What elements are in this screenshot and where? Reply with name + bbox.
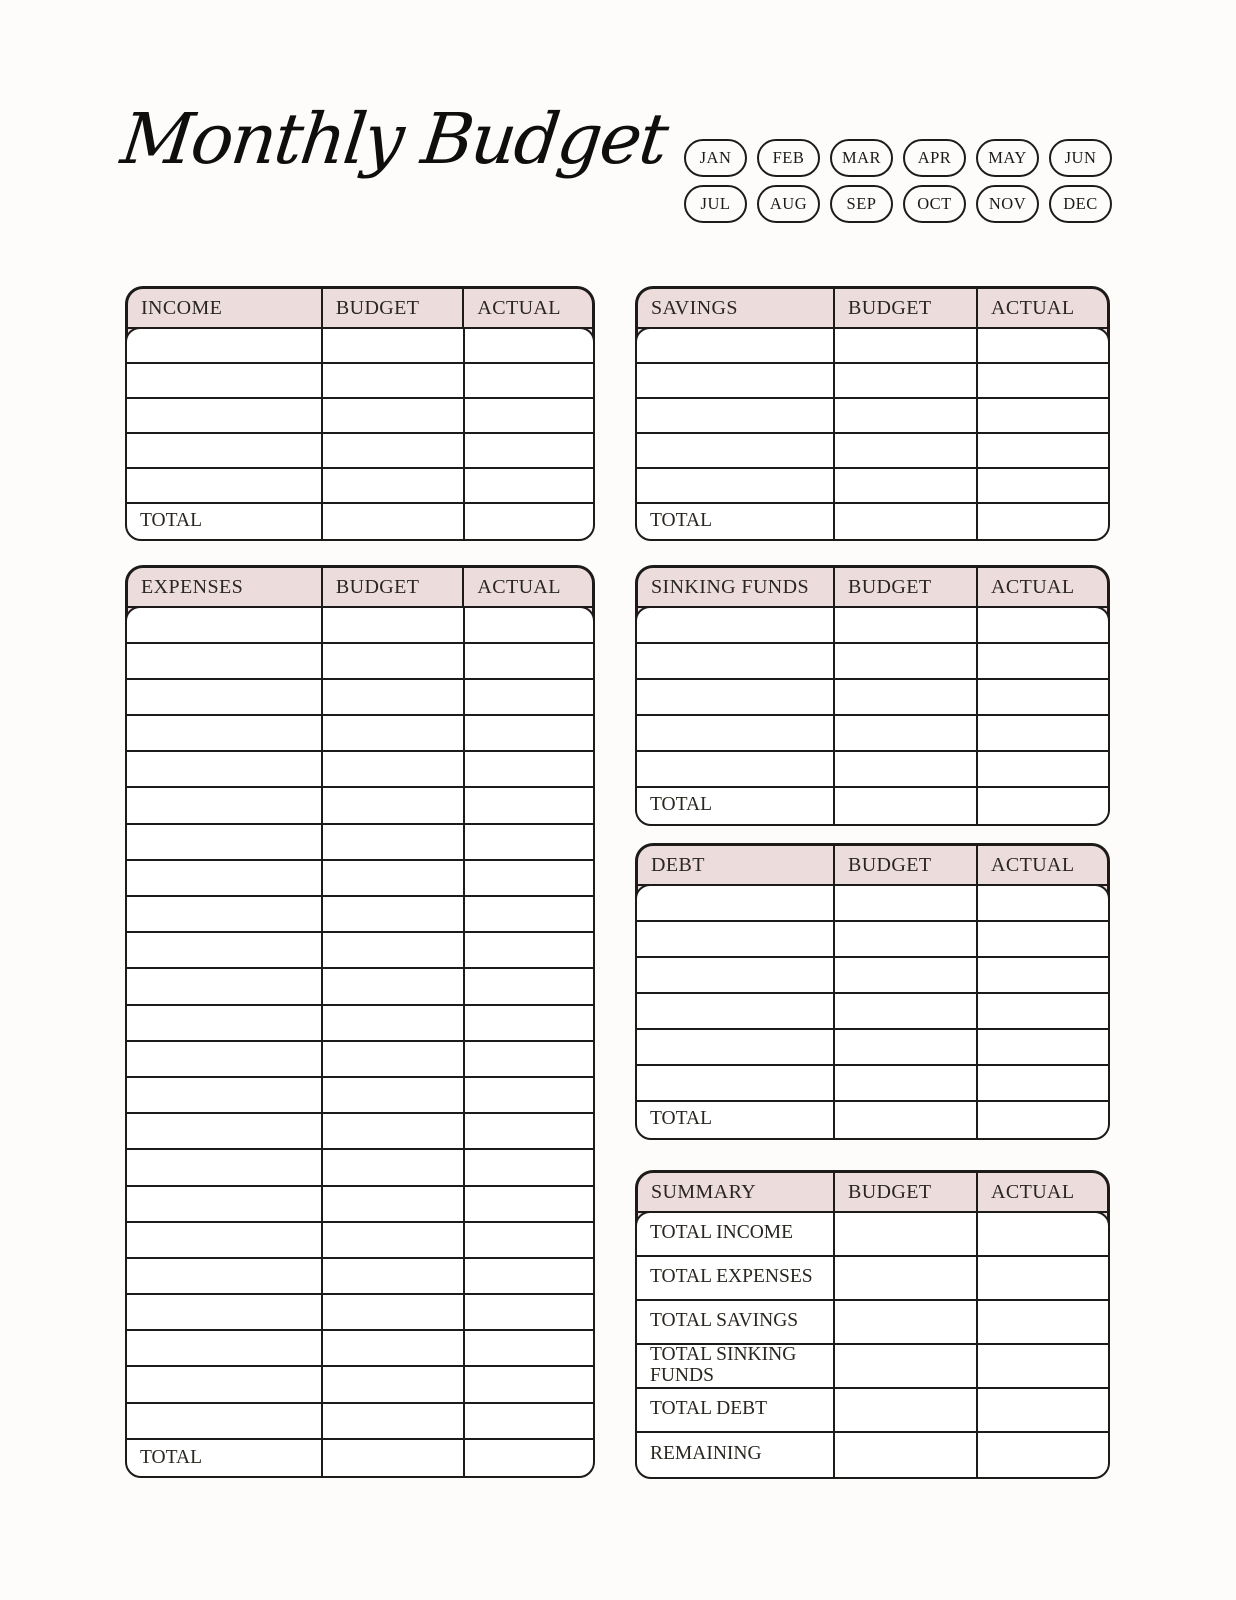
empty-cell[interactable] (978, 1030, 1108, 1064)
empty-cell[interactable] (127, 1259, 323, 1293)
actual-column-header: ACTUAL (991, 853, 1075, 876)
empty-cell[interactable] (465, 1187, 593, 1221)
empty-cell[interactable] (465, 1114, 593, 1148)
page-title: Monthly Budget (116, 98, 672, 180)
empty-cell[interactable] (127, 897, 323, 931)
empty-cell[interactable] (127, 364, 323, 397)
budget-column-header: BUDGET (835, 289, 978, 327)
sinking-funds-entry-rows (637, 608, 1108, 788)
empty-cell[interactable] (323, 1042, 465, 1076)
empty-cell[interactable] (637, 958, 835, 992)
empty-cell[interactable] (978, 680, 1108, 714)
table-row (637, 329, 1108, 364)
month-pill-jan[interactable]: JAN (684, 139, 747, 177)
table-row (127, 1259, 593, 1295)
budget-column-header: BUDGET (835, 1173, 978, 1211)
empty-cell[interactable] (978, 1389, 1108, 1431)
empty-cell[interactable] (127, 1042, 323, 1076)
income-table (125, 286, 595, 541)
empty-cell[interactable] (323, 1259, 465, 1293)
income-table-body (125, 327, 595, 541)
empty-cell[interactable] (465, 644, 593, 678)
empty-cell[interactable] (835, 434, 979, 467)
empty-cell[interactable] (637, 364, 835, 397)
table-row (127, 861, 593, 897)
budget-column-header: BUDGET (323, 568, 465, 606)
table-row (127, 1150, 593, 1186)
empty-cell[interactable] (127, 716, 323, 750)
savings-table-body (635, 327, 1110, 541)
sinking-funds-total-budget-cell[interactable] (835, 788, 979, 824)
empty-cell[interactable] (127, 608, 323, 642)
summary-row-label: TOTAL SAVINGS (637, 1301, 835, 1343)
month-pill-feb[interactable]: FEB (757, 139, 820, 177)
empty-cell[interactable] (127, 788, 323, 822)
debt-header-label: DEBT (638, 846, 835, 884)
empty-cell[interactable] (637, 716, 835, 750)
empty-cell[interactable] (465, 329, 593, 362)
summary-row (637, 1345, 1108, 1389)
empty-cell[interactable] (465, 716, 593, 750)
empty-cell[interactable] (323, 752, 465, 786)
table-row (637, 886, 1108, 922)
summary-table (635, 1170, 1110, 1479)
empty-cell[interactable] (835, 886, 979, 920)
table-row (637, 364, 1108, 399)
table-row (127, 1078, 593, 1114)
empty-cell[interactable] (465, 752, 593, 786)
table-row (127, 399, 593, 434)
savings-table (635, 286, 1110, 541)
empty-cell[interactable] (127, 1367, 323, 1401)
income-total-row (127, 504, 593, 539)
empty-cell[interactable] (637, 680, 835, 714)
month-pill-sep[interactable]: SEP (830, 185, 893, 223)
empty-cell[interactable] (465, 1404, 593, 1438)
empty-cell[interactable] (323, 608, 465, 642)
empty-cell[interactable] (835, 608, 979, 642)
budget-column-header: BUDGET (835, 846, 978, 884)
empty-cell[interactable] (637, 644, 835, 678)
summary-header-label: SUMMARY (638, 1173, 835, 1211)
empty-cell[interactable] (465, 680, 593, 714)
summary-row-label: TOTAL DEBT (637, 1389, 835, 1431)
empty-cell[interactable] (637, 752, 835, 786)
actual-column-header: ACTUAL (991, 575, 1075, 598)
table-row (127, 329, 593, 364)
expenses-total-actual-cell[interactable] (465, 1440, 593, 1476)
empty-cell[interactable] (465, 788, 593, 822)
month-row-2 (684, 185, 1112, 223)
empty-cell[interactable] (323, 680, 465, 714)
month-pill-dec[interactable]: DEC (1049, 185, 1112, 223)
empty-cell[interactable] (465, 434, 593, 467)
sinking-funds-total-actual-cell[interactable] (978, 788, 1108, 824)
savings-entry-rows (637, 329, 1108, 504)
debt-table-body (635, 884, 1110, 1140)
sinking-funds-header-label: SINKING FUNDS (638, 568, 835, 606)
empty-cell[interactable] (323, 716, 465, 750)
table-row (127, 1331, 593, 1367)
empty-cell[interactable] (465, 1150, 593, 1184)
empty-cell[interactable] (465, 469, 593, 502)
table-row (127, 1367, 593, 1403)
empty-cell[interactable] (978, 1257, 1108, 1299)
empty-cell[interactable] (465, 969, 593, 1003)
empty-cell[interactable] (978, 644, 1108, 678)
empty-cell[interactable] (127, 1187, 323, 1221)
month-pill-aug[interactable]: AUG (757, 185, 820, 223)
month-pill-jun[interactable]: JUN (1049, 139, 1112, 177)
empty-cell[interactable] (978, 922, 1108, 956)
empty-cell[interactable] (465, 608, 593, 642)
empty-cell[interactable] (637, 399, 835, 432)
empty-cell[interactable] (465, 933, 593, 967)
table-row (637, 608, 1108, 644)
empty-cell[interactable] (637, 469, 835, 502)
empty-cell[interactable] (835, 752, 979, 786)
empty-cell[interactable] (127, 1404, 323, 1438)
expenses-entry-rows (127, 608, 593, 1440)
month-pill-jul[interactable]: JUL (684, 185, 747, 223)
sinking-funds-table-body (635, 606, 1110, 826)
empty-cell[interactable] (323, 434, 465, 467)
empty-cell[interactable] (127, 329, 323, 362)
actual-column-header: ACTUAL (991, 1180, 1075, 1203)
empty-cell[interactable] (323, 1295, 465, 1329)
expenses-table (125, 565, 595, 1478)
table-row (127, 1042, 593, 1078)
savings-total-row (637, 504, 1108, 539)
empty-cell[interactable] (637, 994, 835, 1028)
empty-cell[interactable] (835, 716, 979, 750)
empty-cell[interactable] (637, 608, 835, 642)
empty-cell[interactable] (978, 329, 1108, 362)
table-row (127, 897, 593, 933)
empty-cell[interactable] (323, 897, 465, 931)
empty-cell[interactable] (978, 752, 1108, 786)
empty-cell[interactable] (465, 399, 593, 432)
budget-column-header: BUDGET (323, 289, 465, 327)
table-row (637, 994, 1108, 1030)
debt-entry-rows (637, 886, 1108, 1102)
summary-row-label: TOTAL EXPENSES (637, 1257, 835, 1299)
table-row (637, 752, 1108, 788)
table-row (127, 752, 593, 788)
month-pill-apr[interactable]: APR (903, 139, 966, 177)
debt-table (635, 843, 1110, 1140)
empty-cell[interactable] (978, 958, 1108, 992)
empty-cell[interactable] (978, 1213, 1108, 1255)
empty-cell[interactable] (465, 1295, 593, 1329)
savings-total-label: TOTAL (637, 504, 835, 539)
expenses-table-body (125, 606, 595, 1479)
table-row (637, 469, 1108, 504)
empty-cell[interactable] (127, 1006, 323, 1040)
expenses-table-header (128, 568, 592, 608)
table-row (637, 399, 1108, 434)
summary-row-label: TOTAL SINKING FUNDS (637, 1345, 835, 1387)
empty-cell[interactable] (835, 680, 979, 714)
empty-cell[interactable] (835, 1030, 979, 1064)
empty-cell[interactable] (465, 1078, 593, 1112)
empty-cell[interactable] (127, 825, 323, 859)
sinking-funds-total-label: TOTAL (637, 788, 835, 824)
empty-cell[interactable] (127, 434, 323, 467)
empty-cell[interactable] (323, 1367, 465, 1401)
month-pill-mar[interactable]: MAR (830, 139, 893, 177)
empty-cell[interactable] (835, 1213, 979, 1255)
empty-cell[interactable] (978, 886, 1108, 920)
empty-cell[interactable] (835, 1433, 979, 1477)
debt-total-label: TOTAL (637, 1102, 835, 1138)
month-pill-oct[interactable]: OCT (903, 185, 966, 223)
table-row (127, 1006, 593, 1042)
summary-row (637, 1389, 1108, 1433)
empty-cell[interactable] (978, 399, 1108, 432)
table-row (127, 1114, 593, 1150)
sinking-funds-table-header (638, 568, 1107, 608)
actual-column-header: ACTUAL (477, 575, 561, 598)
summary-table-header (638, 1173, 1107, 1213)
empty-cell[interactable] (127, 644, 323, 678)
table-row (127, 434, 593, 469)
table-row (637, 1066, 1108, 1102)
table-row (637, 958, 1108, 994)
table-row (127, 608, 593, 644)
empty-cell[interactable] (127, 469, 323, 502)
empty-cell[interactable] (978, 1345, 1108, 1387)
summary-row (637, 1433, 1108, 1477)
empty-cell[interactable] (127, 933, 323, 967)
table-row (637, 922, 1108, 958)
empty-cell[interactable] (465, 861, 593, 895)
expenses-total-budget-cell[interactable] (323, 1440, 465, 1476)
summary-row-label: TOTAL INCOME (637, 1213, 835, 1255)
empty-cell[interactable] (978, 1066, 1108, 1100)
empty-cell[interactable] (835, 1257, 979, 1299)
budget-column-header: BUDGET (835, 568, 978, 606)
empty-cell[interactable] (127, 399, 323, 432)
sinking-funds-table (635, 565, 1110, 826)
summary-table-body (635, 1211, 1110, 1479)
empty-cell[interactable] (835, 364, 979, 397)
table-row (637, 1030, 1108, 1066)
empty-cell[interactable] (323, 861, 465, 895)
empty-cell[interactable] (637, 886, 835, 920)
table-row (127, 1187, 593, 1223)
month-pill-nov[interactable]: NOV (976, 185, 1039, 223)
table-row (127, 364, 593, 399)
empty-cell[interactable] (323, 329, 465, 362)
empty-cell[interactable] (835, 1345, 979, 1387)
table-row (127, 716, 593, 752)
actual-column-header: ACTUAL (991, 296, 1075, 319)
table-row (127, 788, 593, 824)
debt-total-budget-cell[interactable] (835, 1102, 979, 1138)
empty-cell[interactable] (323, 933, 465, 967)
empty-cell[interactable] (127, 680, 323, 714)
empty-cell[interactable] (637, 1066, 835, 1100)
empty-cell[interactable] (323, 788, 465, 822)
empty-cell[interactable] (835, 469, 979, 502)
empty-cell[interactable] (127, 861, 323, 895)
expenses-header-label: EXPENSES (128, 568, 323, 606)
table-row (127, 825, 593, 861)
empty-cell[interactable] (835, 1301, 979, 1343)
empty-cell[interactable] (835, 922, 979, 956)
empty-cell[interactable] (978, 1433, 1108, 1477)
empty-cell[interactable] (465, 1006, 593, 1040)
debt-table-header (638, 846, 1107, 886)
income-total-budget-cell[interactable] (323, 504, 465, 539)
empty-cell[interactable] (127, 1078, 323, 1112)
empty-cell[interactable] (323, 969, 465, 1003)
income-total-actual-cell[interactable] (465, 504, 593, 539)
table-row (127, 469, 593, 504)
summary-row (637, 1301, 1108, 1345)
empty-cell[interactable] (835, 399, 979, 432)
empty-cell[interactable] (323, 1331, 465, 1365)
empty-cell[interactable] (978, 994, 1108, 1028)
table-row (127, 1223, 593, 1259)
empty-cell[interactable] (127, 1223, 323, 1257)
empty-cell[interactable] (835, 1389, 979, 1431)
empty-cell[interactable] (323, 1078, 465, 1112)
income-total-label: TOTAL (127, 504, 323, 539)
table-row (127, 1404, 593, 1440)
empty-cell[interactable] (127, 1150, 323, 1184)
table-row (127, 969, 593, 1005)
month-selector (684, 139, 1112, 223)
table-row (127, 680, 593, 716)
income-table-header (128, 289, 592, 329)
table-row (637, 644, 1108, 680)
empty-cell[interactable] (465, 897, 593, 931)
summary-row (637, 1257, 1108, 1301)
empty-cell[interactable] (323, 1223, 465, 1257)
empty-cell[interactable] (127, 1331, 323, 1365)
empty-cell[interactable] (465, 825, 593, 859)
income-header-label: INCOME (128, 289, 323, 327)
table-row (127, 933, 593, 969)
empty-cell[interactable] (637, 922, 835, 956)
table-row (127, 644, 593, 680)
empty-cell[interactable] (323, 1187, 465, 1221)
savings-header-label: SAVINGS (638, 289, 835, 327)
empty-cell[interactable] (127, 1114, 323, 1148)
savings-total-actual-cell[interactable] (978, 504, 1108, 539)
empty-cell[interactable] (465, 1259, 593, 1293)
empty-cell[interactable] (323, 1006, 465, 1040)
actual-column-header: ACTUAL (477, 296, 561, 319)
expenses-total-row (127, 1440, 593, 1476)
income-entry-rows (127, 329, 593, 504)
empty-cell[interactable] (978, 608, 1108, 642)
empty-cell[interactable] (323, 1150, 465, 1184)
month-pill-may[interactable]: MAY (976, 139, 1039, 177)
table-row (637, 434, 1108, 469)
empty-cell[interactable] (637, 329, 835, 362)
empty-cell[interactable] (323, 1114, 465, 1148)
empty-cell[interactable] (637, 1030, 835, 1064)
sinking-funds-total-row (637, 788, 1108, 824)
table-row (637, 716, 1108, 752)
empty-cell[interactable] (465, 1367, 593, 1401)
empty-cell[interactable] (835, 1066, 979, 1100)
empty-cell[interactable] (978, 1301, 1108, 1343)
empty-cell[interactable] (127, 752, 323, 786)
summary-rows (637, 1213, 1108, 1477)
empty-cell[interactable] (127, 969, 323, 1003)
empty-cell[interactable] (127, 1295, 323, 1329)
savings-table-header (638, 289, 1107, 329)
empty-cell[interactable] (465, 1223, 593, 1257)
empty-cell[interactable] (323, 469, 465, 502)
empty-cell[interactable] (978, 434, 1108, 467)
empty-cell[interactable] (835, 329, 979, 362)
empty-cell[interactable] (637, 434, 835, 467)
empty-cell[interactable] (323, 1404, 465, 1438)
summary-row-label: REMAINING (637, 1433, 835, 1477)
empty-cell[interactable] (835, 958, 979, 992)
empty-cell[interactable] (978, 716, 1108, 750)
empty-cell[interactable] (323, 364, 465, 397)
savings-total-budget-cell[interactable] (835, 504, 979, 539)
table-row (127, 1295, 593, 1331)
empty-cell[interactable] (978, 364, 1108, 397)
empty-cell[interactable] (323, 825, 465, 859)
empty-cell[interactable] (835, 644, 979, 678)
empty-cell[interactable] (978, 469, 1108, 502)
empty-cell[interactable] (465, 364, 593, 397)
empty-cell[interactable] (323, 644, 465, 678)
debt-total-row (637, 1102, 1108, 1138)
empty-cell[interactable] (835, 994, 979, 1028)
month-row-1 (684, 139, 1112, 177)
expenses-total-label: TOTAL (127, 1440, 323, 1476)
table-row (637, 680, 1108, 716)
empty-cell[interactable] (465, 1331, 593, 1365)
empty-cell[interactable] (323, 399, 465, 432)
empty-cell[interactable] (465, 1042, 593, 1076)
debt-total-actual-cell[interactable] (978, 1102, 1108, 1138)
summary-row (637, 1213, 1108, 1257)
